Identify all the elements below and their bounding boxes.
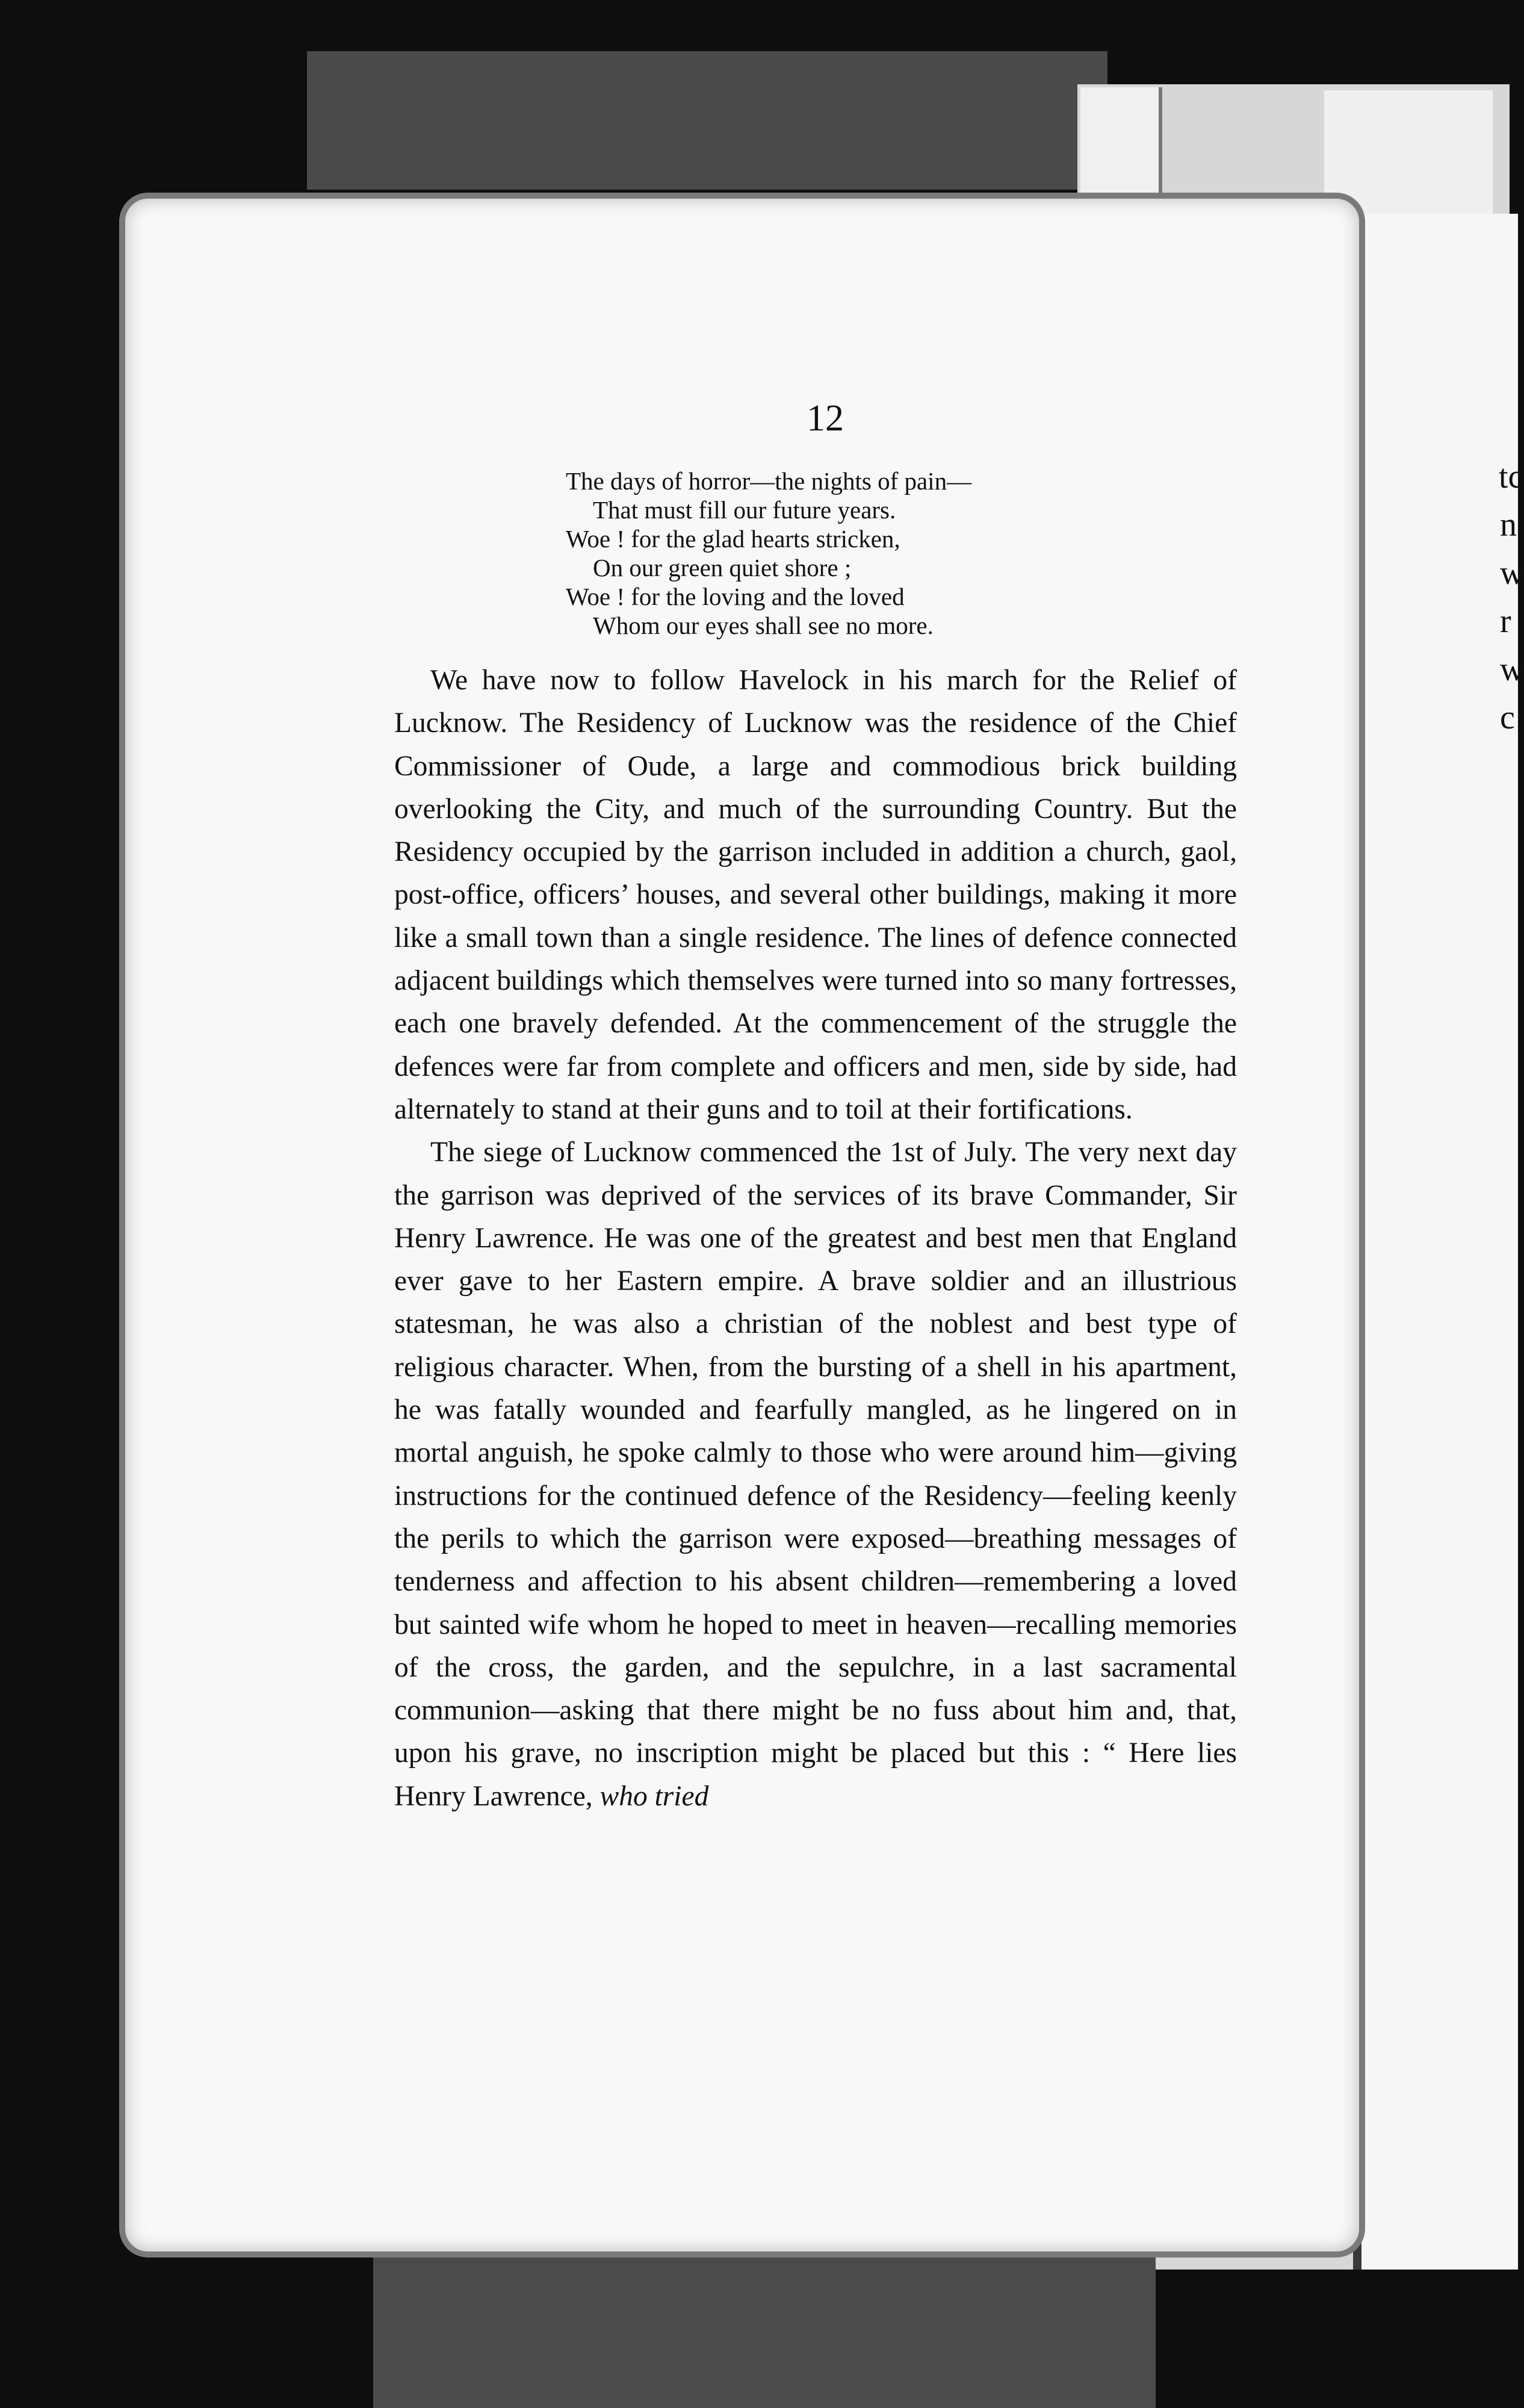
poem-line: Whom our eyes shall see no more. bbox=[593, 612, 934, 639]
paragraph bbox=[394, 1131, 1237, 1818]
facing-page-fragment: w bbox=[1500, 651, 1524, 688]
paragraph-text: The siege of Lucknow commenced the 1st of July. The very next day the garrison was deprived of the services of its brave Commander, Sir Henry Lawrence. He was one of the greatest and best men that England ever gave to her Eastern empire. A brave soldier and an illustrious statesman, he was also a christian of the noblest and best type of religious character. When, from the bursting of a shell in his apartment, he was fatally wounded and fearfully mangled, as he lingered on in mortal anguish, he spoke calmly to those who were around him—giving instructions for the continued defence of the Residency—feeling keenly the perils to which the garrison were exposed—breathing messages of tenderness and affection to his absent children—remembering a loved but sainted wife whom he hoped to meet in heaven—recalling memories of the cross, the garden, and the sepulchre, in a last sacramental communion—asking that there might be no fuss about him and, that, upon his grave, no inscription might be placed but this : “ Here lies Henry Lawrence, bbox=[394, 1137, 1237, 1812]
poem-line: Woe ! for the glad hearts stricken, bbox=[566, 525, 900, 553]
paragraph: We have now to follow Havelock in his march for the Relief of Lucknow. The Residency of Lucknow was the residence of the Chief Commissioner of Oude, a large and commodious brick building overlooking the City, and much of the surrounding Country. But the Residency occupied by the garrison included in addition a church, gaol, post-office, officers’ houses, and several other buildings, making it more like a small town than a single residence. The lines of defence connected adjacent buildings which themselves were turned into so many fortresses, each one bravely defended. At the commencement of the struggle the defences were far from complete and officers and men, side by side, had alternately to stand at their guns and to toil at their fortifications. bbox=[394, 665, 1237, 1125]
facing-page-fragment: n bbox=[1500, 506, 1517, 544]
facing-page bbox=[1353, 214, 1524, 2270]
facing-page-fragment: r bbox=[1500, 603, 1511, 640]
poem-line: The days of horror—the nights of pain— bbox=[566, 467, 972, 495]
italic-phrase: who tried bbox=[599, 1780, 709, 1812]
scan-background-top bbox=[307, 51, 1107, 190]
body-text bbox=[394, 659, 1237, 1818]
facing-page-fragment: tc bbox=[1499, 458, 1523, 495]
poem bbox=[566, 467, 1107, 640]
poem-line: Woe ! for the loving and the loved bbox=[566, 583, 905, 610]
page-number: 12 bbox=[807, 398, 844, 439]
poem-line: On our green quiet shore ; bbox=[593, 554, 852, 582]
poem-line: That must fill our future years. bbox=[593, 496, 896, 524]
facing-page-fragment: c bbox=[1500, 699, 1515, 736]
facing-page-fragment: w bbox=[1500, 554, 1524, 592]
